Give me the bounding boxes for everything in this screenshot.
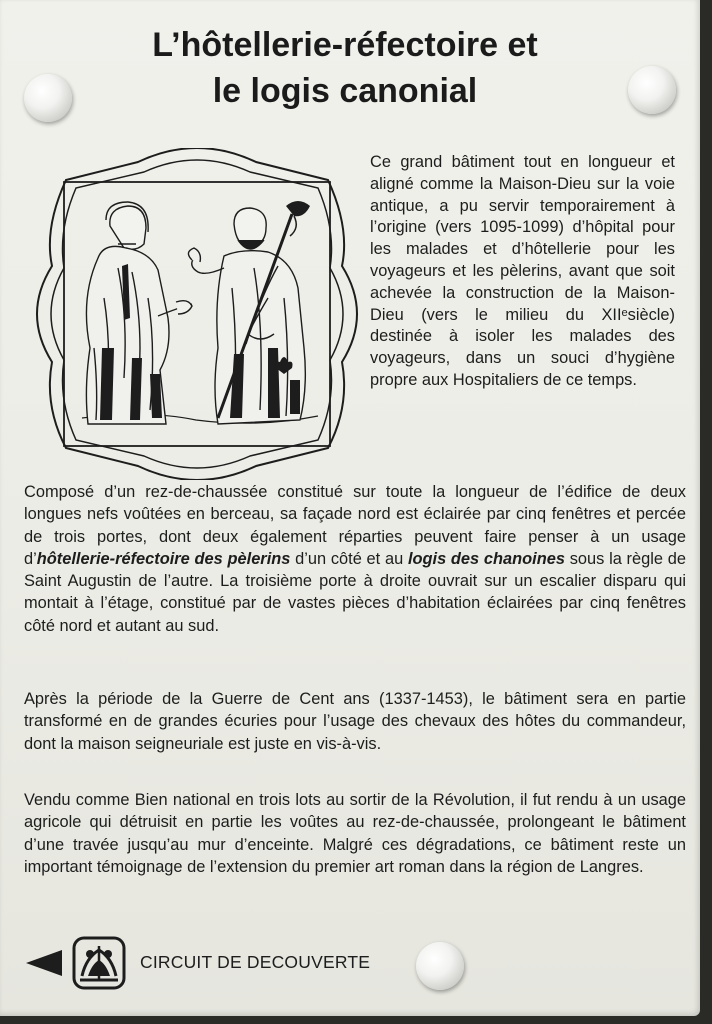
rivet-top-left [24,74,72,122]
description-paragraph-1 [24,481,686,637]
left-arrow-icon [24,948,64,978]
description-paragraph-3: Vendu comme Bien national en trois lots au sortir de la Révolution, il fut rendu à un usage agricole qui détruisit en partie les voûtes au rez-de-chaussée, prolongeant le bâtiment d’une travée jusqu’au mur d’enceinte. Malgré ces dégradations, ce bâtiment reste un important témoignage de l’extension du premier art roman dans la région de Langres. [24,791,686,876]
paragraph-1-text-c: sous la règle de Saint Augustin de l’autre. La troisième porte à droite ouvrait sur un escalier disparu qui montait à l’étage, constitué par de vastes pièces d’habitation éclairées par cinq fenêtres côté nord et autant au sud. [24,549,686,635]
two-robed-figures-icon [28,148,366,480]
paragraph-1-text-b: d’un côté et au [290,549,408,568]
sign-title: L’hôtellerie-réfectoire et le logis canonial [152,26,538,110]
rivet-top-right [628,66,676,114]
circuit-logo-icon [72,936,126,990]
intro-paragraph: Ce grand bâtiment tout en longueur et aligné comme la Maison-Dieu sur la voie antique, a pu servir temporairement à l’origine (vers 1095-1099) d’hôpital pour les malades et d’hôtellerie pour les voyageurs et les pèlerins, avant que soit achevée la construction de la Maison-Dieu (vers le milieu du XIIᵉsiècle) destinée à isoler les malades des voyageurs, dans un souci d’hygiène propre aux Hospitaliers de ce temps. [370,153,675,389]
paragraph-1-text-a: Composé d’un rez-de-chaussée constitué sur toute la longueur de l’édifice de deux longues nefs voûtées en berceau, sa façade nord est éclairée par cinq fenêtres et percée de trois portes, dont deux également réparties peuvent faire penser à un usage d’ [24,483,686,568]
description-paragraph-2: Après la période de la Guerre de Cent ans (1337-1453), le bâtiment sera en partie transformé en de grandes écuries pour l’usage des chevaux des hôtes du commandeur, dont la maison seigneuriale est juste en vis-à-vis. [24,690,686,753]
emphasis-hotellerie: hôtellerie-réfectoire des pèlerins [36,549,291,568]
emphasis-logis: logis des chanoines [407,549,565,568]
circuit-label: CIRCUIT DE DECOUVERTE [140,952,371,972]
sign-footer [24,934,484,994]
